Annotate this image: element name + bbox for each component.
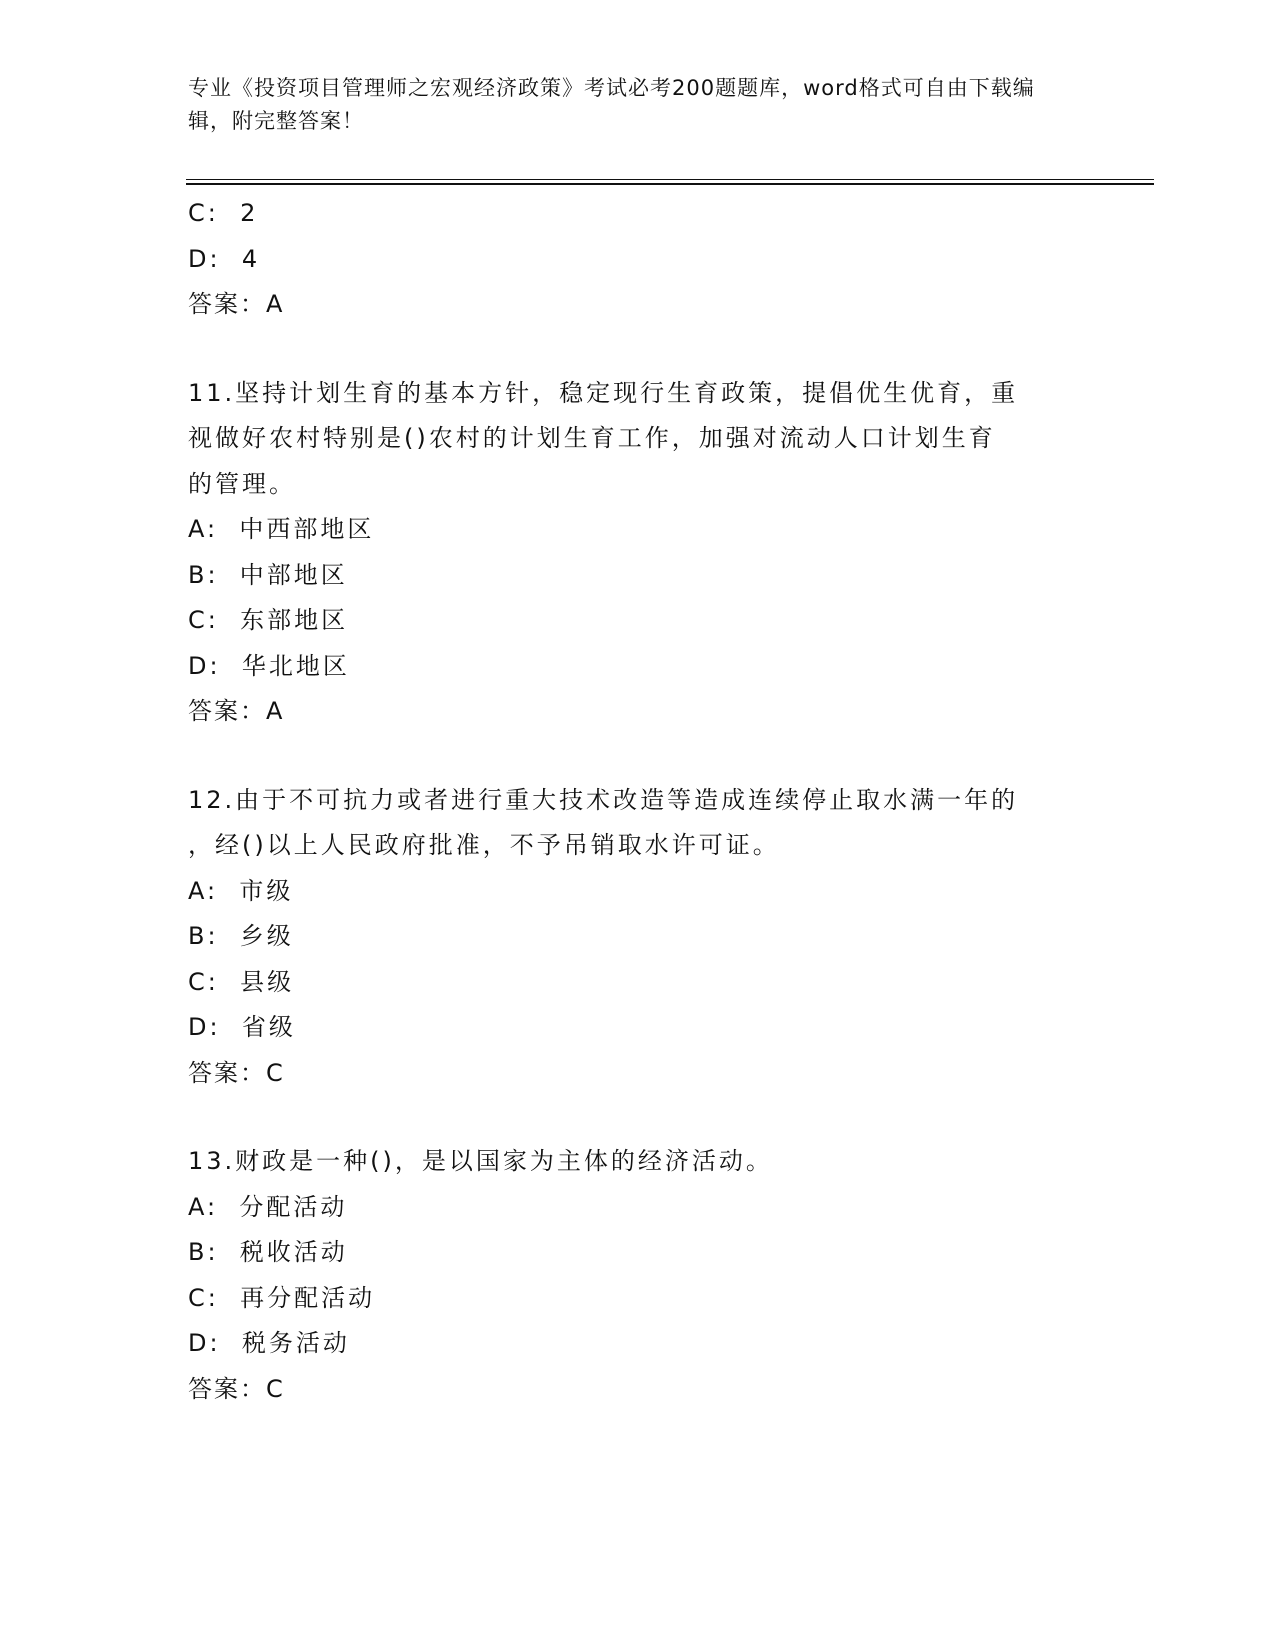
option-b: B: 中部地区 <box>188 560 348 589</box>
header-divider-thick <box>186 183 1154 185</box>
question-text-line: 13.财政是一种()，是以国家为主体的经济活动。 <box>188 1147 773 1175</box>
question-13 <box>188 1139 1088 1412</box>
option-c: C: 县级 <box>188 967 295 996</box>
option-b: B: 乡级 <box>188 922 294 950</box>
answer-line: 答案：A <box>188 697 285 725</box>
option-a: A: 市级 <box>188 876 294 905</box>
option-c: C: 再分配活动 <box>188 1283 376 1312</box>
option-a: A: 中西部地区 <box>188 515 375 543</box>
option-a: A: 分配活动 <box>188 1192 348 1221</box>
question-text-line: 的管理。 <box>188 469 296 498</box>
option-b: B: 税收活动 <box>188 1238 348 1266</box>
option-d: D: 税务活动 <box>188 1329 350 1357</box>
option-c: C: 2 <box>188 199 259 227</box>
question-12 <box>188 778 1088 1097</box>
answer-line: 答案：A <box>188 290 285 318</box>
spacer <box>188 1096 1088 1139</box>
document-body <box>188 191 1088 1412</box>
question-text-line: 视做好农村特别是()农村的计划生育工作，加强对流动人口计划生育 <box>188 424 996 452</box>
question-text-line: 11.坚持计划生育的基本方针，稳定现行生育政策，提倡优生优育，重 <box>188 378 1019 407</box>
question-11 <box>188 371 1088 735</box>
option-d: D: 华北地区 <box>188 651 350 680</box>
option-d: D: 4 <box>188 244 261 273</box>
question-text-line: 12.由于不可抗力或者进行重大技术改造等造成连续停止取水满一年的 <box>188 785 1019 814</box>
question-text-line: ，经()以上人民政府批准，不予吊销取水许可证。 <box>188 831 780 859</box>
answer-line: 答案：C <box>188 1058 285 1087</box>
prev-question-tail <box>188 191 1088 328</box>
option-c: C: 东部地区 <box>188 606 349 634</box>
spacer <box>188 735 1088 778</box>
spacer <box>188 328 1088 371</box>
answer-line: 答案：C <box>188 1374 285 1403</box>
header-title: 专业《投资项目管理师之宏观经济政策》考试必考200题题库，word格式可自由下载编辑，附完整答案！ <box>188 76 1035 133</box>
option-d: D: 省级 <box>188 1013 296 1041</box>
document-header <box>188 72 1068 138</box>
header-divider-thin <box>186 179 1154 180</box>
